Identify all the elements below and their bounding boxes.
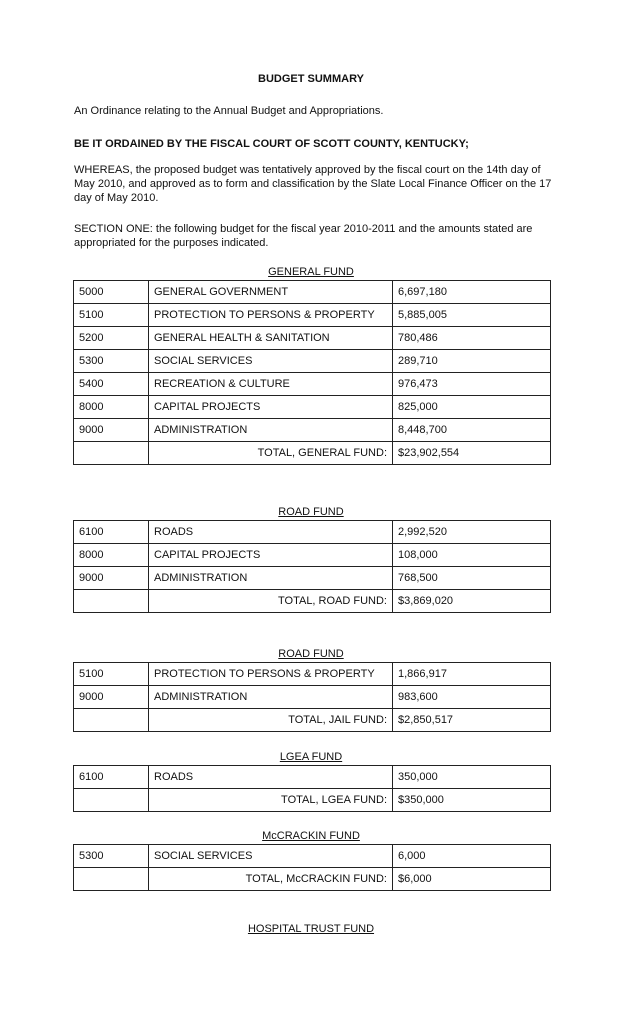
total-label: TOTAL, JAIL FUND: — [149, 709, 393, 732]
fund-amount: 6,697,180 — [393, 281, 551, 304]
table-row — [74, 521, 551, 544]
fund-category: CAPITAL PROJECTS — [149, 396, 393, 419]
fund-category: ADMINISTRATION — [149, 419, 393, 442]
jail-fund-title: ROAD FUND — [278, 648, 344, 660]
fund-code: 5000 — [74, 281, 149, 304]
table-row — [74, 544, 551, 567]
fund-code: 6100 — [74, 521, 149, 544]
fund-amount: 768,500 — [393, 567, 551, 590]
fund-category: PROTECTION TO PERSONS & PROPERTY — [149, 663, 393, 686]
table-row — [74, 350, 551, 373]
fund-category: ROADS — [149, 521, 393, 544]
fund-code: 9000 — [74, 686, 149, 709]
fund-category: SOCIAL SERVICES — [149, 350, 393, 373]
page-title: BUDGET SUMMARY — [258, 73, 364, 85]
road-fund-table — [73, 520, 551, 613]
section-one-paragraph: SECTION ONE: the following budget for the fiscal year 2010-2011 and the amounts stated are appropriated for the purposes indicated. — [74, 223, 533, 249]
empty-cell — [74, 868, 149, 891]
fund-code: 5300 — [74, 350, 149, 373]
general-fund-title: GENERAL FUND — [268, 266, 354, 278]
fund-category: ROADS — [149, 766, 393, 789]
hospital-trust-fund-title: HOSPITAL TRUST FUND — [247, 923, 375, 935]
total-amount: $6,000 — [393, 868, 551, 891]
total-amount: $350,000 — [393, 789, 551, 812]
table-row — [74, 663, 551, 686]
mccrackin-fund-table — [73, 844, 551, 891]
total-amount: $3,869,020 — [393, 590, 551, 613]
intro-paragraph: An Ordinance relating to the Annual Budget and Appropriations. — [74, 105, 384, 117]
table-row — [74, 327, 551, 350]
total-row — [74, 709, 551, 732]
fund-code: 5200 — [74, 327, 149, 350]
total-row — [74, 789, 551, 812]
table-row — [74, 766, 551, 789]
table-row — [74, 567, 551, 590]
fund-amount: 108,000 — [393, 544, 551, 567]
fund-code: 8000 — [74, 396, 149, 419]
table-row — [74, 304, 551, 327]
fund-amount: 976,473 — [393, 373, 551, 396]
jail-fund-table — [73, 662, 551, 732]
fund-code: 5400 — [74, 373, 149, 396]
fund-amount: 289,710 — [393, 350, 551, 373]
empty-cell — [74, 789, 149, 812]
fund-category: ADMINISTRATION — [149, 686, 393, 709]
whereas-paragraph: WHEREAS, the proposed budget was tentatively approved by the fiscal court on the 14th day of May 2010, and approved as to form and classification by the Slate Local Finance Officer on the 17 day of May 2010. — [74, 164, 552, 204]
table-row — [74, 686, 551, 709]
road-fund-title: ROAD FUND — [278, 506, 344, 518]
total-label: TOTAL, McCRACKIN FUND: — [149, 868, 393, 891]
table-row — [74, 419, 551, 442]
fund-code: 6100 — [74, 766, 149, 789]
table-row — [74, 281, 551, 304]
total-row — [74, 442, 551, 465]
ordained-paragraph: BE IT ORDAINED BY THE FISCAL COURT OF SCOTT COUNTY, KENTUCKY; — [74, 138, 469, 150]
lgea-fund-table — [73, 765, 551, 812]
total-row — [74, 590, 551, 613]
general-fund-table — [73, 280, 551, 465]
fund-amount: 2,992,520 — [393, 521, 551, 544]
fund-category: CAPITAL PROJECTS — [149, 544, 393, 567]
fund-amount: 983,600 — [393, 686, 551, 709]
total-label: TOTAL, ROAD FUND: — [149, 590, 393, 613]
empty-cell — [74, 442, 149, 465]
fund-code: 9000 — [74, 419, 149, 442]
fund-amount: 8,448,700 — [393, 419, 551, 442]
table-row — [74, 845, 551, 868]
fund-category: RECREATION & CULTURE — [149, 373, 393, 396]
fund-category: GENERAL GOVERNMENT — [149, 281, 393, 304]
table-row — [74, 396, 551, 419]
fund-amount: 5,885,005 — [393, 304, 551, 327]
total-amount: $2,850,517 — [393, 709, 551, 732]
fund-amount: 825,000 — [393, 396, 551, 419]
fund-amount: 6,000 — [393, 845, 551, 868]
empty-cell — [74, 709, 149, 732]
empty-cell — [74, 590, 149, 613]
total-label: TOTAL, LGEA FUND: — [149, 789, 393, 812]
total-label: TOTAL, GENERAL FUND: — [149, 442, 393, 465]
fund-code: 8000 — [74, 544, 149, 567]
fund-code: 5100 — [74, 304, 149, 327]
fund-code: 5100 — [74, 663, 149, 686]
fund-code: 5300 — [74, 845, 149, 868]
total-row — [74, 868, 551, 891]
fund-amount: 780,486 — [393, 327, 551, 350]
fund-category: PROTECTION TO PERSONS & PROPERTY — [149, 304, 393, 327]
mccrackin-fund-title: McCRACKIN FUND — [262, 830, 360, 842]
fund-category: GENERAL HEALTH & SANITATION — [149, 327, 393, 350]
table-row — [74, 373, 551, 396]
fund-code: 9000 — [74, 567, 149, 590]
fund-category: SOCIAL SERVICES — [149, 845, 393, 868]
fund-category: ADMINISTRATION — [149, 567, 393, 590]
fund-amount: 1,866,917 — [393, 663, 551, 686]
lgea-fund-title: LGEA FUND — [279, 751, 343, 763]
fund-amount: 350,000 — [393, 766, 551, 789]
total-amount: $23,902,554 — [393, 442, 551, 465]
